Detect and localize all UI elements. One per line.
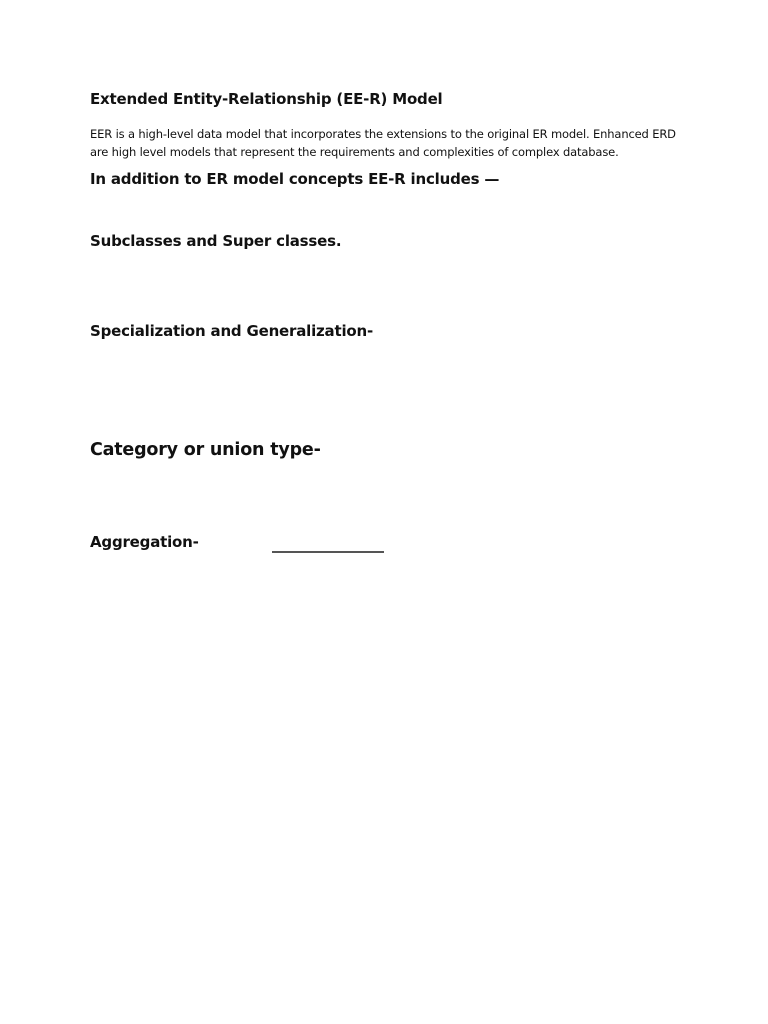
section-heading-specialization: Specialization and Generalization- [90, 322, 373, 340]
includes-heading: In addition to ER model concepts EE-R includes — [90, 170, 500, 188]
intro-paragraph: EER is a high-level data model that incorporates the extensions to the original ER model. Enhanced ERD are high level models that represent the requirements and complexities of complex database. [90, 127, 676, 159]
underline-mark [272, 551, 384, 553]
section-heading-category: Category or union type- [90, 440, 321, 460]
section-heading-aggregation: Aggregation- [90, 533, 199, 551]
section-heading-subclasses: Subclasses and Super classes. [90, 232, 342, 250]
document-title: Extended Entity-Relationship (EE-R) Model [90, 90, 443, 108]
